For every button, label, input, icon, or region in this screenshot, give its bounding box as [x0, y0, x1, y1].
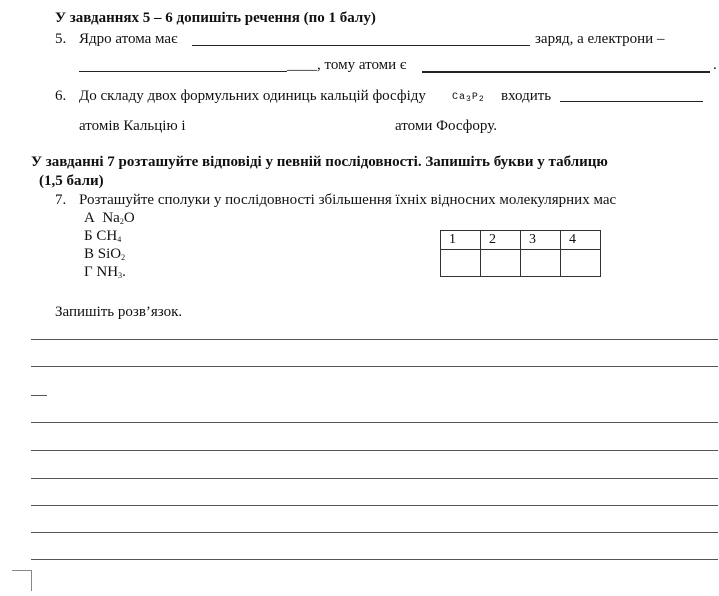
q6-formula-p-sub: 2 — [478, 95, 485, 104]
solution-label: Запишіть розв’язок. — [55, 304, 183, 320]
q5-text-c: ____, тому атоми є — [287, 57, 407, 73]
q5-blank-3[interactable] — [422, 59, 710, 73]
solution-line[interactable] — [31, 478, 718, 479]
q6-blank-1[interactable] — [560, 89, 703, 102]
q6-text-c: атомів Кальцію і — [79, 118, 186, 134]
section1-heading: У завданнях 5 – 6 допишіть речення (по 1 балу) — [55, 10, 376, 26]
q5-text-a: Ядро атома має — [79, 31, 178, 47]
answer-table-answer-row — [441, 250, 601, 277]
q6-text-a: До складу двох формульних одиниць кальцій фосфіду — [79, 88, 426, 104]
section2-heading-line1: У завданні 7 розташуйте відповіді у певній послідовності. Запишіть букви у таблицю — [31, 154, 608, 170]
q6-formula-ca-sub: 3 — [466, 95, 472, 104]
q6-formula-p: P — [471, 92, 479, 103]
page-corner-mark — [12, 570, 32, 591]
q6-text-b: входить — [501, 88, 552, 104]
answer-cell[interactable] — [481, 250, 521, 277]
section2-heading-line2: (1,5 бали) — [39, 173, 104, 189]
q5-number: 5. — [55, 31, 67, 47]
q7-option-d: Г $NH_3$. — [84, 264, 126, 280]
solution-line[interactable] — [31, 366, 718, 367]
solution-line[interactable] — [31, 450, 718, 451]
solution-line[interactable] — [31, 422, 718, 423]
q6-formula — [452, 92, 485, 104]
q7-number: 7. — [55, 192, 67, 208]
q6-formula-ca: Ca — [452, 92, 467, 103]
q7-option-b: Б $CH_4$ — [84, 228, 122, 244]
q7-text: Розташуйте сполуки у послідовності збільшення їхніх відносних молекулярних мас — [79, 192, 617, 208]
solution-line[interactable] — [31, 505, 718, 506]
answer-cell[interactable] — [561, 250, 601, 277]
answer-cell[interactable] — [521, 250, 561, 277]
solution-line-short[interactable] — [31, 395, 47, 396]
q5-text-d: . — [713, 57, 717, 73]
answer-table-header-row — [441, 231, 601, 250]
q5-text-b: заряд, а електрони – — [535, 31, 665, 47]
q7-option-c: В SiO$_2$ — [84, 246, 126, 262]
answer-table — [440, 230, 601, 277]
q7-option-a: А $Na_2O$ — [84, 210, 135, 226]
q5-blank-2[interactable] — [79, 59, 287, 72]
answer-cell[interactable] — [441, 250, 481, 277]
answer-table-header: 3 — [521, 231, 561, 250]
q6-number: 6. — [55, 88, 67, 104]
answer-table-header: 1 — [441, 231, 481, 250]
solution-line[interactable] — [31, 339, 718, 340]
q5-blank-1[interactable] — [192, 33, 530, 46]
answer-table-header: 2 — [481, 231, 521, 250]
solution-line[interactable] — [31, 532, 718, 533]
q6-text-d: атоми Фосфору. — [395, 118, 497, 134]
solution-line[interactable] — [31, 559, 718, 560]
answer-table-header: 4 — [561, 231, 601, 250]
